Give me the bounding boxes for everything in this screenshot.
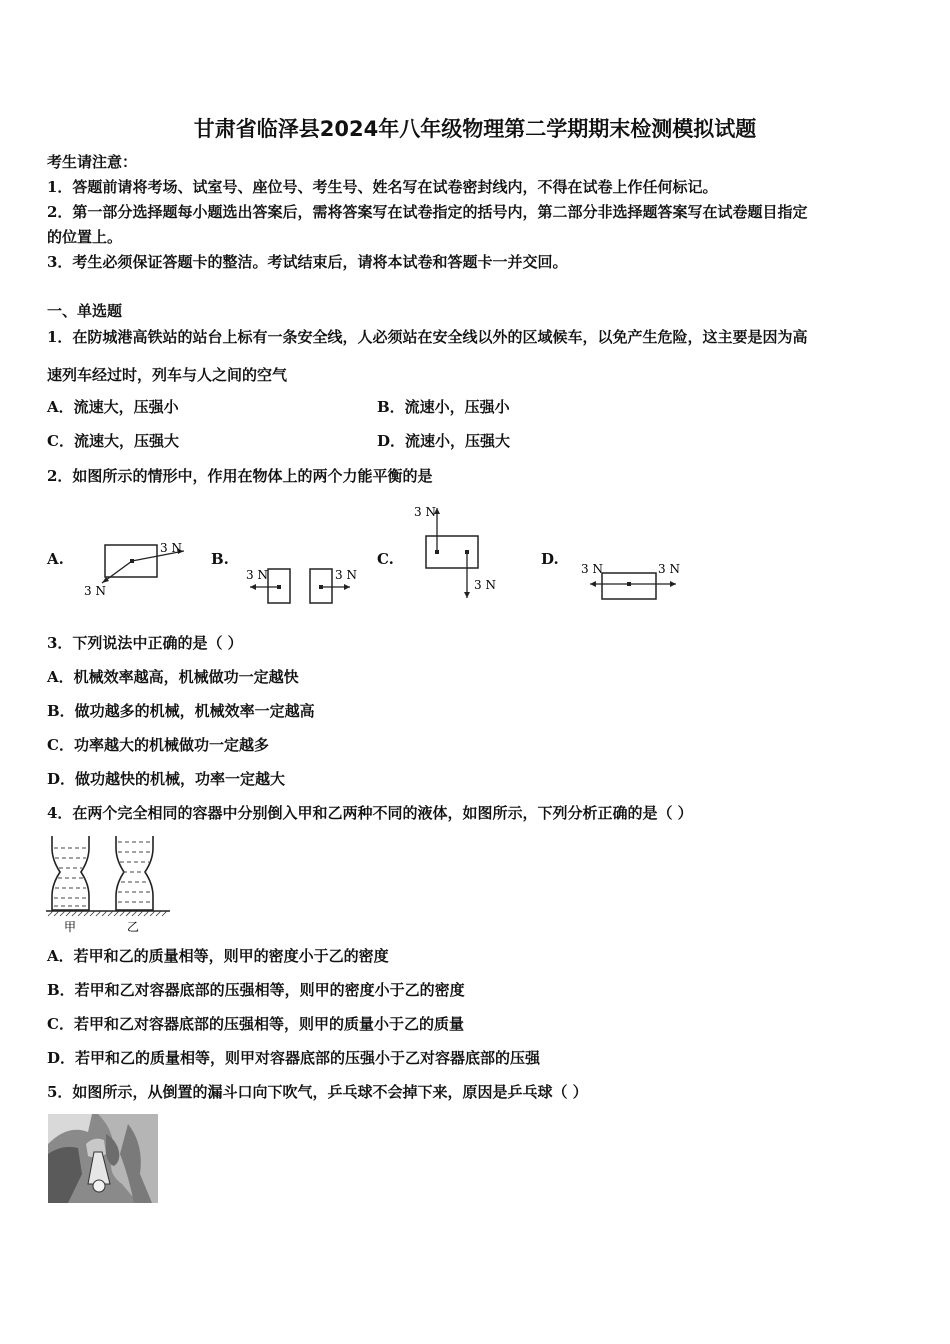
q4-option-d: D．若甲和乙的质量相等，则甲对容器底部的压强小于乙对容器底部的压强	[47, 1049, 541, 1067]
q1-option-d: D．流速小，压强大	[377, 432, 511, 450]
notice-item: 1．答题前请将考场、试室号、座位号、考生号、姓名写在试卷密封线内，不得在试卷上作任何标记。	[47, 178, 718, 196]
q4-stem: 4．在两个完全相同的容器中分别倒入甲和乙两种不同的液体，如图所示，下列分析正确的是（ ）	[47, 804, 693, 822]
q3-stem: 3．下列说法中正确的是（ ）	[47, 634, 243, 652]
notice-item: 3．考生必须保证答题卡的整洁。考试结束后，请将本试卷和答题卡一并交回。	[47, 253, 568, 271]
notice-heading: 考生请注意：	[47, 153, 138, 171]
force-label: 3 N	[414, 505, 436, 519]
q1-option-b: B．流速小，压强小	[377, 398, 510, 416]
q2-option-d: D.	[541, 550, 559, 568]
force-label: 3 N	[160, 541, 182, 555]
q5-stem: 5．如图所示，从倒置的漏斗口向下吹气，乒乓球不会掉下来，原因是乒乓球（ ）	[47, 1083, 588, 1101]
notice-item: 的位置上。	[47, 228, 123, 246]
q2-figure-d	[578, 559, 688, 604]
q4-option-a: A．若甲和乙的质量相等，则甲的密度小于乙的密度	[47, 947, 389, 965]
notice-item: 2．第一部分选择题每小题选出答案后，需将答案写在试卷指定的括号内，第二部分非选择题答案写在试卷题目指定	[47, 203, 808, 221]
q1-stem: 1．在防城港高铁站的站台上标有一条安全线，人必须站在安全线以外的区域候车，以免产生危险，这主要是因为高	[47, 328, 808, 346]
force-label: 3 N	[84, 584, 106, 598]
q4-containers-figure	[44, 832, 174, 936]
q3-option-c: C．功率越大的机械做功一定越多	[47, 736, 269, 754]
force-label: 3 N	[581, 562, 603, 576]
q2-option-b: B.	[211, 550, 229, 568]
q5-funnel-photo	[48, 1114, 158, 1203]
label-yi: 乙	[127, 920, 140, 934]
q1-stem-cont: 速列车经过时，列车与人之间的空气	[47, 366, 288, 384]
q2-stem: 2．如图所示的情形中，作用在物体上的两个力能平衡的是	[47, 467, 433, 485]
q4-option-b: B．若甲和乙对容器底部的压强相等，则甲的密度小于乙的密度	[47, 981, 465, 999]
section-heading: 一、单选题	[47, 302, 123, 320]
q2-figure-c	[408, 502, 508, 602]
q2-option-a: A.	[47, 550, 64, 568]
q4-option-c: C．若甲和乙对容器底部的压强相等，则甲的质量小于乙的质量	[47, 1015, 464, 1033]
label-jia: 甲	[64, 920, 77, 934]
q3-option-d: D．做功越快的机械，功率一定越大	[47, 770, 286, 788]
force-label: 3 N	[246, 568, 268, 582]
q3-option-b: B．做功越多的机械，机械效率一定越高	[47, 702, 315, 720]
q2-figure-b	[240, 563, 360, 608]
q2-figure-a	[80, 537, 190, 599]
page-title: 甘肃省临泽县2024年八年级物理第二学期期末检测模拟试题	[193, 117, 757, 141]
q1-option-a: A．流速大，压强小	[47, 398, 179, 416]
force-label: 3 N	[658, 562, 680, 576]
force-label: 3 N	[335, 568, 357, 582]
q3-option-a: A．机械效率越高，机械做功一定越快	[47, 668, 299, 686]
q1-option-c: C．流速大，压强大	[47, 432, 179, 450]
force-label: 3 N	[474, 578, 496, 592]
q2-option-c: C.	[377, 550, 394, 568]
